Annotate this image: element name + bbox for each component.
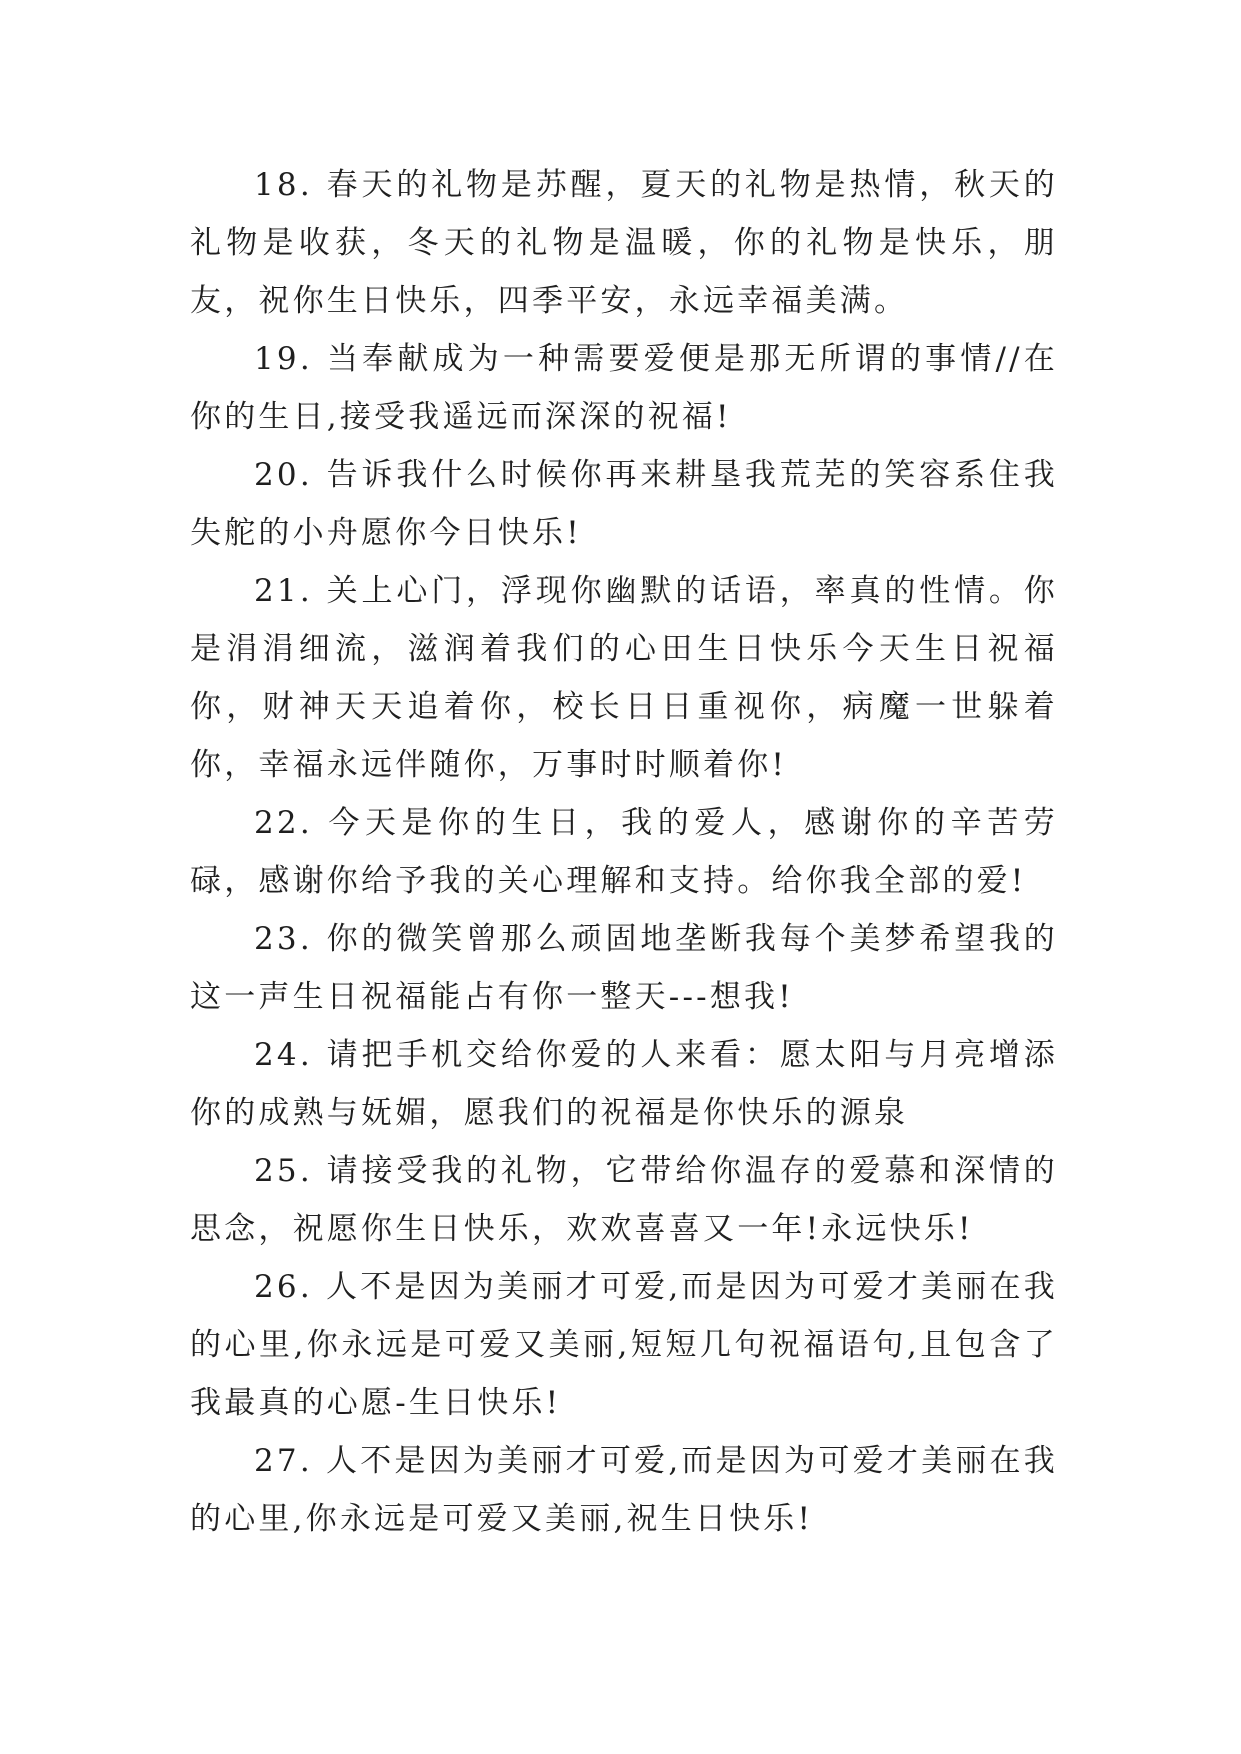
wish-entry-26: 26. 人不是因为美丽才可爱,而是因为可爱才美丽在我的心里,你永远是可爱又美丽,短短几句祝福语句,且包含了我最真的心愿-生日快乐! — [190, 1269, 1058, 1421]
wish-entry-24: 24. 请把手机交给你爱的人来看：愿太阳与月亮增添你的成熟与妩媚，愿我们的祝福是你快乐的源泉 — [190, 1037, 1058, 1131]
wish-entry-20: 20. 告诉我什么时候你再来耕垦我荒芜的笑容系住我失舵的小舟愿你今日快乐! — [190, 457, 1058, 551]
wish-entry-18: 18. 春天的礼物是苏醒，夏天的礼物是热情，秋天的礼物是收获，冬天的礼物是温暖，你的礼物是快乐，朋友，祝你生日快乐，四季平安，永远幸福美满。 — [190, 167, 1058, 319]
wish-entry-19: 19. 当奉献成为一种需要爱便是那无所谓的事情//在你的生日,接受我遥远而深深的祝福! — [190, 341, 1058, 435]
document-body — [190, 156, 1058, 1548]
wish-entry-27: 27. 人不是因为美丽才可爱,而是因为可爱才美丽在我的心里,你永远是可爱又美丽,祝生日快乐! — [190, 1443, 1058, 1537]
wish-entry-23: 23. 你的微笑曾那么顽固地垄断我每个美梦希望我的这一声生日祝福能占有你一整天---想我! — [190, 921, 1058, 1015]
wish-entry-25: 25. 请接受我的礼物，它带给你温存的爱慕和深情的思念，祝愿你生日快乐，欢欢喜喜又一年!永远快乐! — [190, 1153, 1058, 1247]
wish-entry-22: 22. 今天是你的生日，我的爱人，感谢你的辛苦劳碌，感谢你给予我的关心理解和支持。给你我全部的爱! — [190, 805, 1058, 899]
wish-entry-21: 21. 关上心门，浮现你幽默的话语，率真的性情。你是涓涓细流，滋润着我们的心田生日快乐今天生日祝福你，财神天天追着你，校长日日重视你，病魔一世躲着你，幸福永远伴随你，万事时时顺着你! — [190, 573, 1058, 783]
